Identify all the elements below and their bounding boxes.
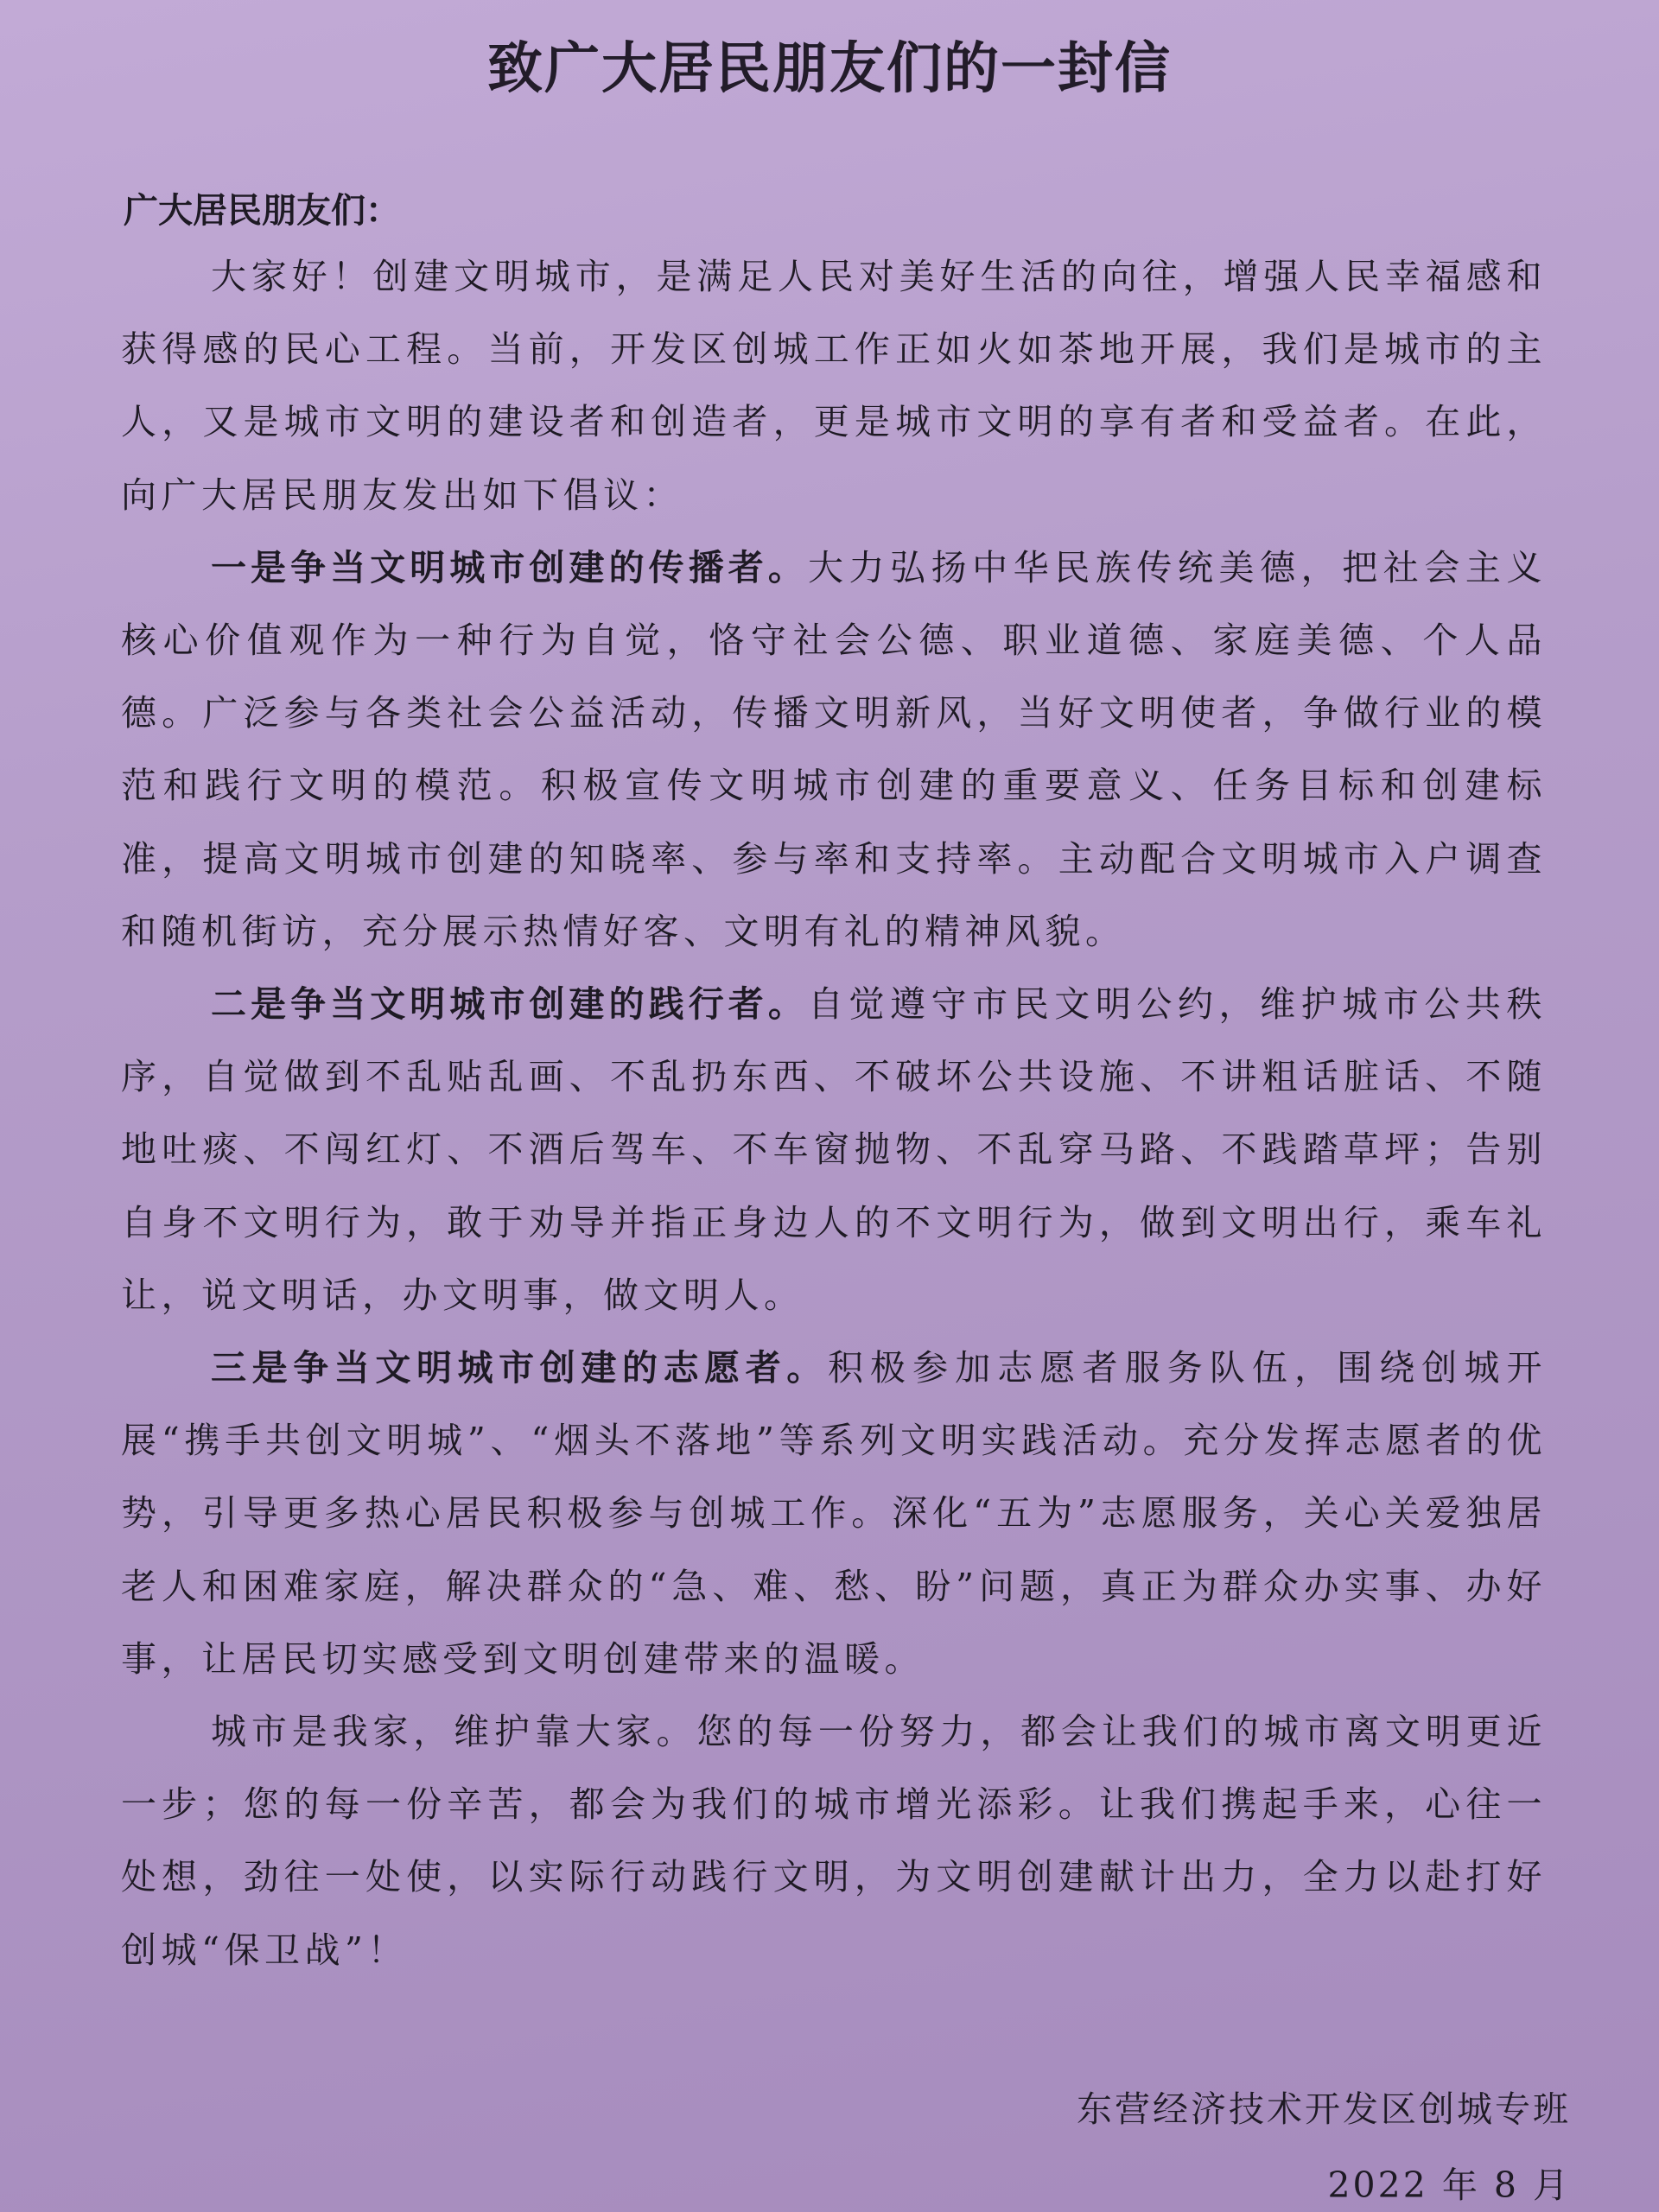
salutation: 广大居民朋友们： <box>124 191 400 231</box>
letter-title: 致广大居民朋友们的一封信 <box>487 37 1172 101</box>
point-lead-1: 一是争当文明城市创建的传播者。 <box>211 546 808 588</box>
point-lead-3: 三是争当文明城市创建的志愿者。 <box>211 1347 828 1389</box>
letter-date: 2022 年 8 月 <box>1327 2164 1571 2206</box>
point-paragraph-3 <box>121 1332 1547 1695</box>
point-text-2: 自觉遵守市民文明公约，维护城市公共秩序，自觉做到不乱贴乱画、不乱扔东西、不破坏公共设施、不讲粗话脏话、不随地吐痰、不闯红灯、不酒后驾车、不车窗抛物、不乱穿马路、不践踏草坪；告别自身不文明行为，敢于劝导并指正身边人的不文明行为，做到文明出行，乘车礼让，说文明话，办文明事，做文明人。 <box>121 983 1547 1316</box>
point-text-1: 大力弘扬中华民族传统美德，把社会主义核心价值观作为一种行为自觉，恪守社会公德、职业道德、家庭美德、个人品德。广泛参与各类社会公益活动，传播文明新风，当好文明使者，争做行业的模范和践行文明的模范。积极宣传文明城市创建的重要意义、任务目标和创建标准，提高文明城市创建的知晓率、参与率和支持率。主动配合文明城市入户调查和随机街访，充分展示热情好客、文明有礼的精神风貌。 <box>121 546 1547 952</box>
intro-paragraph: 大家好！创建文明城市，是满足人民对美好生活的向往，增强人民幸福感和获得感的民心工程。当前，开发区创城工作正如火如茶地开展，我们是城市的主人，又是城市文明的建设者和创造者，更是城市文明的享有者和受益者。在此，向广大居民朋友发出如下倡议： <box>121 256 1547 516</box>
point-paragraph-1 <box>121 531 1547 968</box>
point-text-3: 积极参加志愿者服务队伍，围绕创城开展“携手共创文明城”、“烟头不落地”等系列文明实践活动。充分发挥志愿者的优势，引导更多热心居民积极参与创城工作。深化“五为”志愿服务，关心关爱独居老人和困难家庭，解决群众的“急、难、愁、盼”问题，真正为群众办实事、办好事，让居民切实感受到文明创建带来的温暖。 <box>121 1347 1547 1680</box>
point-lead-2: 二是争当文明城市创建的践行者。 <box>211 983 808 1026</box>
point-paragraph-2 <box>121 968 1547 1332</box>
closing-paragraph: 城市是我家，维护靠大家。您的每一份努力，都会让我们的城市离文明更近一步；您的每一份辛苦，都会为我们的城市增光添彩。让我们携起手来，心往一处想，劲往一处使，以实际行动践行文明，为文明创建献计出力，全力以赴打好创城“保卫战”！ <box>121 1711 1547 1971</box>
letter-body <box>121 240 1547 1986</box>
signature: 东营经济技术开发区创城专班 <box>1077 2088 1571 2130</box>
